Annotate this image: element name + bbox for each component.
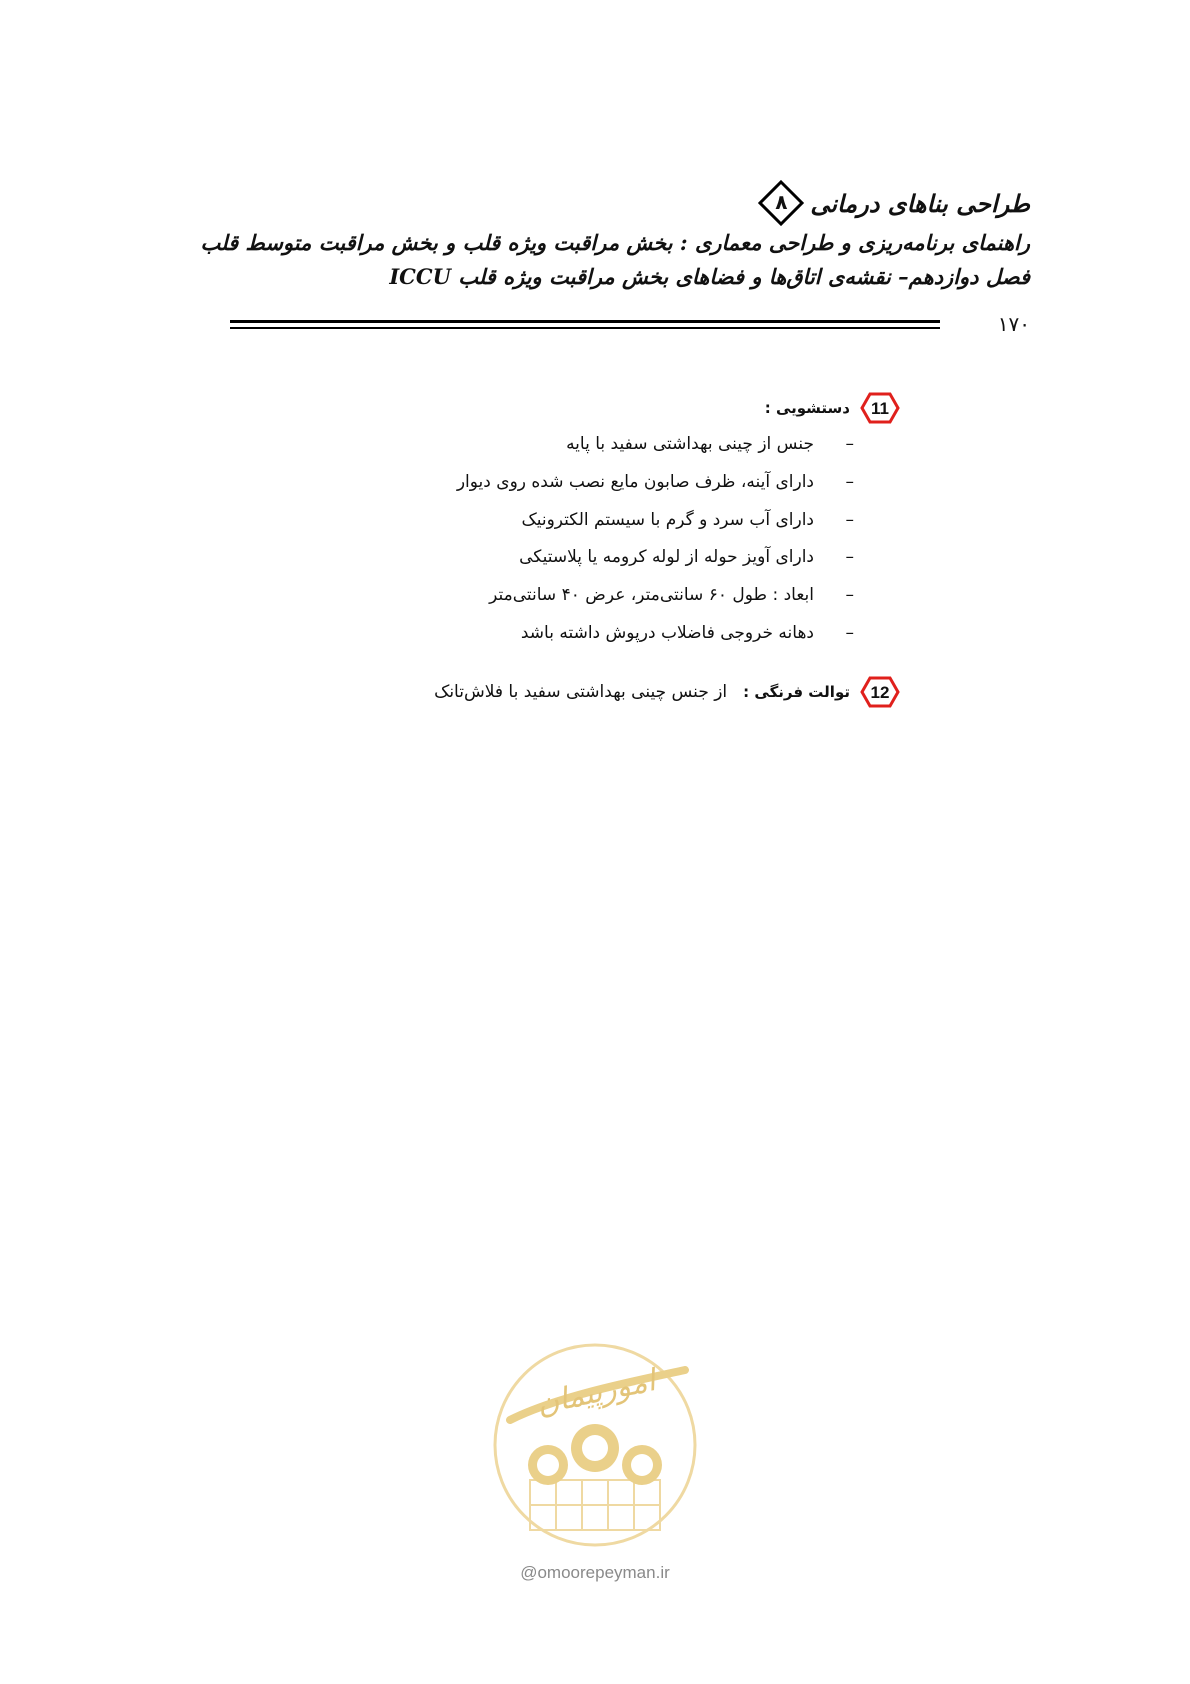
list-item-text: دارای آب سرد و گرم با سیستم الکترونیک [521,509,814,530]
divider-line [230,327,940,329]
list-item [300,502,854,540]
list-item-text: دارای آینه، ظرف صابون مایع نصب شده روی دیوار [456,471,814,492]
section-label: دستشویی : [764,399,850,417]
series-line [160,180,1030,226]
section-number: 12 [870,683,890,702]
list-item-text: جنس از چینی بهداشتی سفید با پایه [566,434,814,454]
list-marker: – [845,434,854,454]
list-item [300,539,854,577]
series-number: ۸ [775,190,788,214]
section-heading [300,392,900,424]
section-text: از جنس چینی بهداشتی سفید با فلاش‌تانک [434,682,728,702]
spec-list [300,426,900,653]
logo-text: امورپیمان [533,1363,659,1423]
section-toilet [300,676,900,708]
list-item [300,615,854,653]
section-number-badge [860,676,900,708]
section-heading [300,676,900,708]
logo-grid [530,1480,660,1530]
section-number: 11 [871,399,889,418]
list-marker: – [845,547,854,568]
section-number-badge [860,392,900,424]
list-item [300,426,854,464]
page-number: ۱۷۰ [997,312,1030,336]
list-item [300,577,854,615]
list-marker: – [845,585,854,606]
section-washbasin [300,392,900,653]
list-item-text: دارای آویز حوله از لوله کرومه یا پلاستیکی [519,547,814,568]
list-marker: – [845,471,854,492]
section-label: توالت فرنگی : [743,683,850,701]
list-item [300,464,854,502]
watermark-logo [490,1340,700,1550]
list-marker: – [845,509,854,530]
watermark-url: @omoorepeyman.ir [520,1563,670,1582]
page-header [160,180,1030,294]
series-title: طراحی بناهای درمانی [810,188,1030,218]
chapter-title: فصل دوازدهم– نقشه‌ی اتاق‌ها و فضاهای بخش مراقبت ویژه قلب ICCU [389,264,1030,289]
list-item-text: ابعاد : طول ۶۰ سانتی‌متر، عرض ۴۰ سانتی‌متر [489,585,814,606]
list-item-text: دهانه خروجی فاضلاب درپوش داشته باشد [520,622,814,643]
series-number-diamond [758,180,804,226]
divider-line [230,320,940,323]
book-title: راهنمای برنامه‌ریزی و طراحی معماری : بخش مراقبت ویژه قلب و بخش مراقبت متوسط قلب [200,230,1030,255]
header-rule [230,312,1030,338]
list-marker: – [845,622,854,643]
